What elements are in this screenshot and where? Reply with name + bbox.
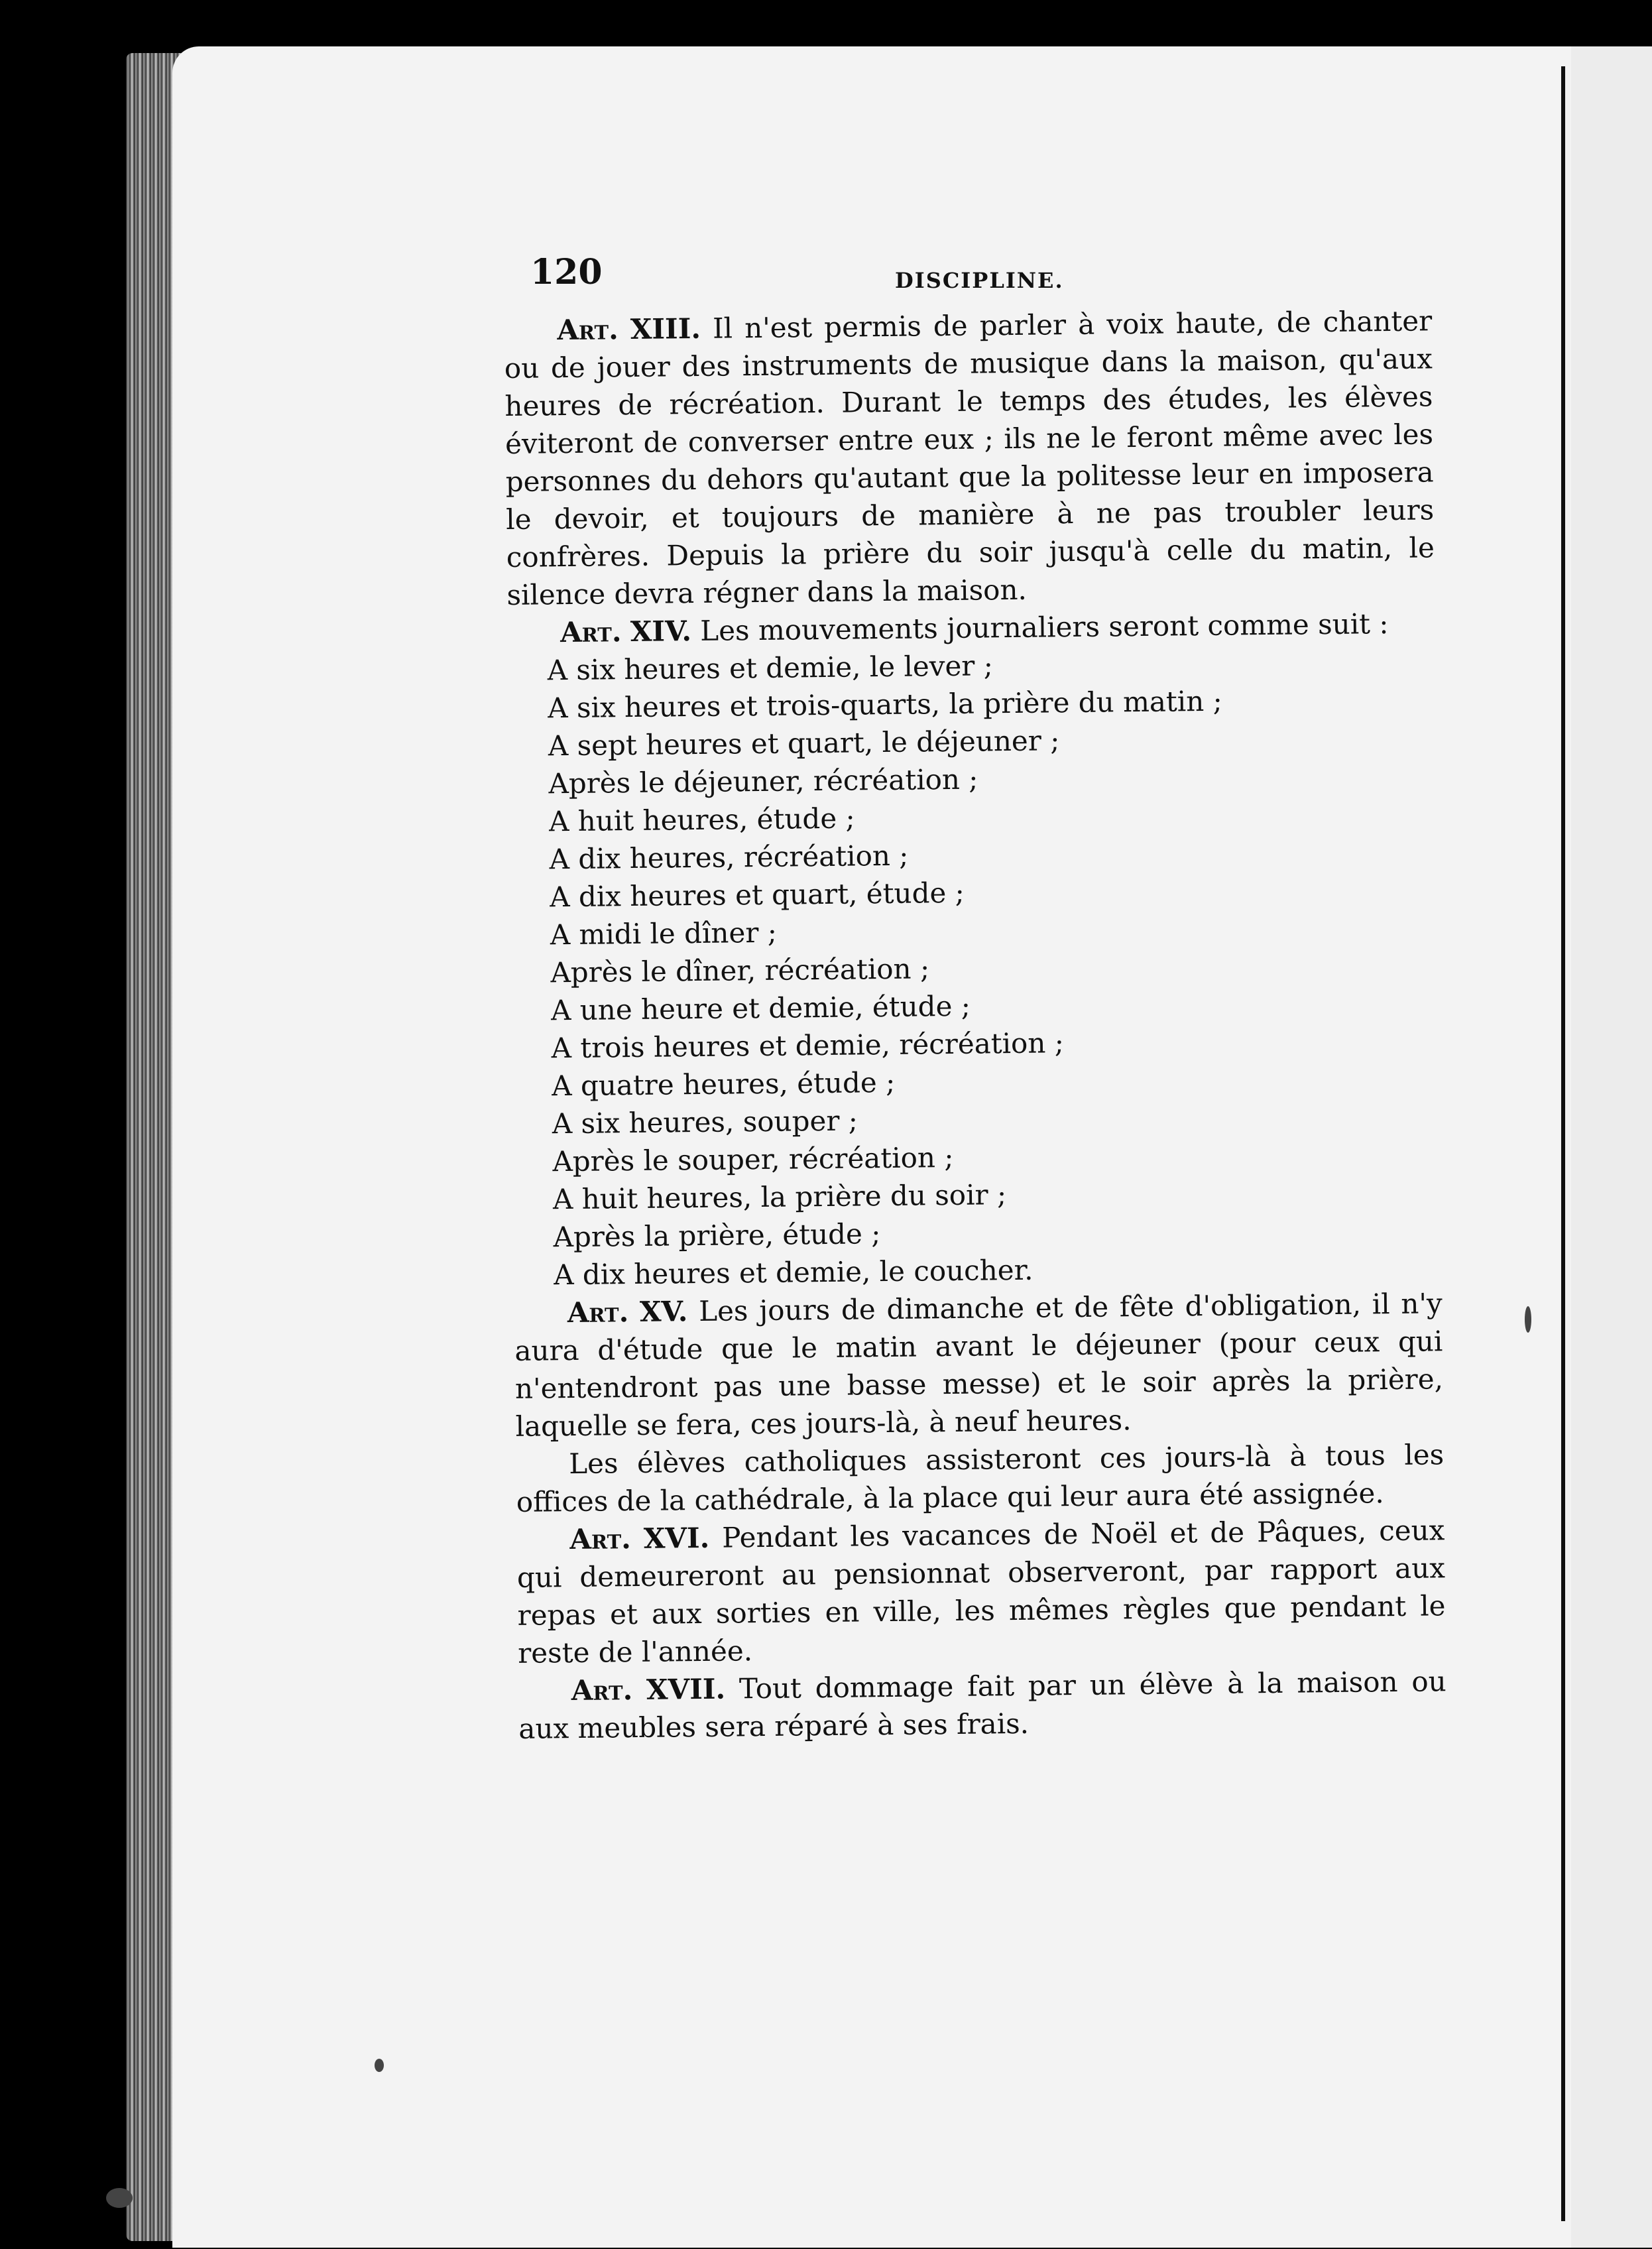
article-label: Art. [567, 1296, 629, 1329]
article-text: Les mouvements journaliers seront comme suit : [700, 607, 1389, 647]
article-number: XV. [639, 1295, 688, 1328]
article-text: Il n'est permis de parler à voix haute, de chanter ou de jouer des instruments de musique dans la maison, qu'aux heures de récréation. Durant le temps des études, les élèves éviteront de converser entre eux ; ils ne le feront même avec les personnes du dehors qu'autant que la politesse leur en imposera le devoir, et toujours de manière à ne pas troubler leurs confrères. Depuis la prière du soir jusqu'à celle du matin, le silence devra régner dans la maison. [504, 304, 1435, 611]
schedule-item: Après le dîner, récréation ; [550, 952, 930, 989]
article-number: XIV. [630, 615, 692, 648]
article-number: XVII. [646, 1672, 726, 1706]
article-number: XVI. [643, 1521, 710, 1555]
schedule-item: Après la prière, étude ; [553, 1217, 881, 1254]
ink-speck [1525, 1306, 1531, 1333]
article-label: Art. [571, 1673, 633, 1707]
schedule-item: Après le déjeuner, récréation ; [548, 762, 978, 800]
schedule-item: A sept heures et quart, le déjeuner ; [548, 724, 1060, 762]
running-head [530, 252, 1392, 305]
page-number: 120 [530, 252, 603, 292]
body-text [504, 302, 1447, 1748]
article-13 [504, 302, 1435, 614]
daily-schedule [507, 642, 1442, 1294]
facing-page-edge [1571, 46, 1652, 2248]
schedule-item: A six heures, souper ; [552, 1104, 858, 1140]
gutter-line [1561, 66, 1565, 2221]
article-text: Tout dommage fait par un élève à la maison ou aux meubles sera réparé à ses frais. [518, 1665, 1446, 1745]
schedule-item: A huit heures, la prière du soir ; [552, 1178, 1007, 1216]
schedule-item: A huit heures, étude ; [548, 802, 855, 838]
article-text: Pendant les vacances de Noël et de Pâques, ceux qui demeureront au pensionnat observeront, par rapport aux repas et aux sorties en ville, les mêmes règles que pendant le reste de l'année. [516, 1514, 1446, 1670]
schedule-item: A six heures et demie, le lever ; [547, 649, 994, 687]
article-text: Les jours de dimanche et de fête d'obligation, il n'y aura d'étude que le matin avant le déjeuner (pour ceux qui n'entendront pas une basse messe) et le soir après la prière, laquelle se fera, ces jours-là, à neuf heures. [514, 1287, 1444, 1443]
schedule-item: A midi le dîner ; [550, 916, 778, 951]
article-number: XIII. [630, 312, 701, 346]
article-label: Art. [557, 313, 619, 347]
article-15 [514, 1284, 1444, 1445]
schedule-item: A dix heures, récréation ; [549, 839, 909, 876]
article-16 [516, 1511, 1446, 1672]
ink-speck [106, 2188, 133, 2208]
schedule-item: A une heure et demie, étude ; [550, 989, 971, 1027]
article-label: Art. [569, 1522, 632, 1556]
schedule-item: A quatre heures, étude ; [551, 1065, 896, 1103]
schedule-item: A dix heures et demie, le coucher. [553, 1253, 1033, 1292]
article-label: Art. [560, 615, 622, 649]
schedule-item: A six heures et trois-quarts, la prière du matin ; [548, 684, 1223, 725]
ink-speck [375, 2059, 384, 2072]
schedule-item: A dix heures et quart, étude ; [549, 876, 965, 914]
section-title: DISCIPLINE. [895, 268, 1064, 293]
schedule-item: A trois heures et demie, récréation ; [551, 1026, 1065, 1065]
schedule-item: Après le souper, récréation ; [552, 1140, 954, 1178]
article-15-continued: Les élèves catholiques assisteront ces jours-là à tous les offices de la cathédrale, à la place qui leur aura été assignée. [516, 1438, 1445, 1518]
article-17 [518, 1662, 1446, 1748]
